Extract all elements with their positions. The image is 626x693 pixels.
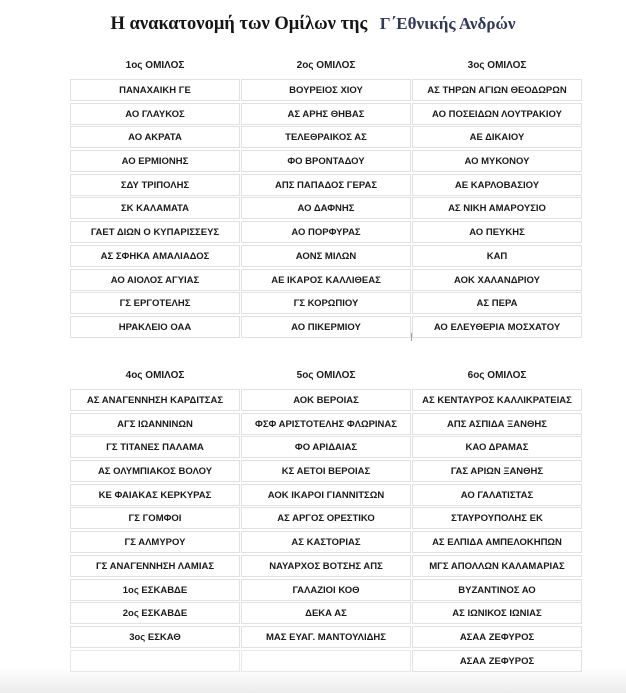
team-cell: ΚΑΟ ΔΡΑΜΑΣ: [412, 436, 582, 458]
group-5: [241, 365, 411, 673]
team-list: [241, 389, 411, 672]
team-cell: ΓΣ ΚΟΡΩΠΙΟΥ: [241, 292, 411, 314]
team-cell: ΑΠΣ ΠΑΠΑΔΟΣ ΓΕΡΑΣ: [241, 174, 411, 196]
team-cell: ΑΣ ΑΡΓΟΣ ΟΡΕΣΤΙΚΟ: [241, 507, 411, 529]
team-cell: ΣΚ ΚΑΛΑΜΑΤΑ: [70, 197, 240, 219]
team-cell: ΔΕΚΑ ΑΣ: [241, 602, 411, 624]
team-cell: ΓΑΣ ΑΡΙΩΝ ΞΑΝΘΗΣ: [412, 460, 582, 482]
team-cell: 1ος ΕΣΚΑΒΔΕ: [70, 579, 240, 601]
team-cell: ΑΕ ΔΙΚΑΙΟΥ: [412, 126, 582, 148]
team-list: [412, 389, 582, 672]
team-cell: ΦΣΦ ΑΡΙΣΤΟΤΕΛΗΣ ΦΛΩΡΙΝΑΣ: [241, 413, 411, 435]
team-cell: ΒΥΖΑΝΤΙΝΟΣ ΑΟ: [412, 579, 582, 601]
team-cell: ΒΟΥΡΕΙΟΣ ΧΙΟΥ: [241, 79, 411, 101]
title-accent: Γ΄Εθνικής Ανδρών: [379, 14, 516, 33]
team-cell: 2ος ΕΣΚΑΒΔΕ: [70, 602, 240, 624]
team-list: [70, 79, 240, 338]
team-cell: ΣΔΥ ΤΡΙΠΟΛΗΣ: [70, 174, 240, 196]
team-cell: ΦΟ ΒΡΟΝΤΑΔΟΥ: [241, 150, 411, 172]
empty-cell: [70, 650, 240, 672]
page-title: [0, 14, 626, 35]
team-cell: ΓΣ ΑΝΑΓΕΝΝΗΣΗ ΛΑΜΙΑΣ: [70, 555, 240, 577]
group-header: 6ος ΟΜΙΛΟΣ: [467, 370, 527, 381]
team-cell: ΑΟ ΜΥΚΟΝΟΥ: [412, 150, 582, 172]
team-cell: ΑΣ ΕΛΠΙΔΑ ΑΜΠΕΛΟΚΗΠΩΝ: [412, 531, 582, 553]
team-cell: ΑΣ ΚΕΝΤΑΥΡΟΣ ΚΑΛΛΙΚΡΑΤΕΙΑΣ: [412, 389, 582, 411]
team-cell: ΑΣ ΙΩΝΙΚΟΣ ΙΩΝΙΑΣ: [412, 602, 582, 624]
team-cell: ΑΠΣ ΑΣΠΙΔΑ ΞΑΝΘΗΣ: [412, 413, 582, 435]
team-cell: ΑΟ ΠΟΡΦΥΡΑΣ: [241, 221, 411, 243]
group-2: [241, 55, 411, 340]
team-cell: ΓΣ ΑΛΜΥΡΟΥ: [70, 531, 240, 553]
team-cell: ΑΣ ΑΝΑΓΕΝΝΗΣΗ ΚΑΡΔΙΤΣΑΣ: [70, 389, 240, 411]
team-cell: ΝΑΥΑΡΧΟΣ ΒΟΤΣΗΣ ΑΠΣ: [241, 555, 411, 577]
team-cell: ΓΣ ΤΙΤΑΝΕΣ ΠΑΛΑΜΑ: [70, 436, 240, 458]
empty-cell: [241, 650, 411, 672]
team-list: [241, 79, 411, 338]
team-cell: ΑΣ ΤΗΡΩΝ ΑΓΙΩΝ ΘΕΟΔΩΡΩΝ: [412, 79, 582, 101]
team-list: [412, 79, 582, 338]
team-cell: ΓΣ ΓΟΜΦΟΙ: [70, 507, 240, 529]
team-cell: ΑΓΣ ΙΩΑΝΝΙΝΩΝ: [70, 413, 240, 435]
team-cell: ΑΟ ΑΚΡΑΤΑ: [70, 126, 240, 148]
team-cell: ΑΟ ΕΡΜΙΟΝΗΣ: [70, 150, 240, 172]
group-header: 2ος ΟΜΙΛΟΣ: [296, 60, 356, 71]
team-cell: ΑΟΝΣ ΜΙΛΩΝ: [241, 245, 411, 267]
team-cell: ΑΣ ΝΙΚΗ ΑΜΑΡΟΥΣΙΟ: [412, 197, 582, 219]
team-cell: ΑΟ ΕΛΕΥΘΕΡΙΑ ΜΟΣΧΑΤΟΥ: [412, 316, 582, 338]
team-cell: ΑΟ ΔΑΦΝΗΣ: [241, 197, 411, 219]
team-cell: ΜΑΣ ΕΥΑΓ. ΜΑΝΤΟΥΛΙΔΗΣ: [241, 626, 411, 648]
team-cell: ΤΕΛΕΘΡΑΙΚΟΣ ΑΣ: [241, 126, 411, 148]
team-cell: ΑΣ ΠΕΡΑ: [412, 292, 582, 314]
team-cell: ΑΟ ΓΛΑΥΚΟΣ: [70, 103, 240, 125]
team-cell: ΑΟΚ ΧΑΛΑΝΔΡΙΟΥ: [412, 269, 582, 291]
team-cell: ΑΣ ΚΑΣΤΟΡΙΑΣ: [241, 531, 411, 553]
team-cell: ΑΕ ΚΑΡΛΟΒΑΣΙΟΥ: [412, 174, 582, 196]
team-cell: ΓΣ ΕΡΓΟΤΕΛΗΣ: [70, 292, 240, 314]
team-cell: ΑΣ ΟΛΥΜΠΙΑΚΟΣ ΒΟΛΟΥ: [70, 460, 240, 482]
team-list: [70, 389, 240, 672]
team-cell: ΜΓΣ ΑΠΟΛΛΩΝ ΚΑΛΑΜΑΡΙΑΣ: [412, 555, 582, 577]
team-cell: ΑΟ ΠΟΣΕΙΔΩΝ ΛΟΥΤΡΑΚΙΟΥ: [412, 103, 582, 125]
team-cell: ΑΣ ΣΦΗΚΑ ΑΜΑΛΙΑΔΟΣ: [70, 245, 240, 267]
group-header: 3ος ΟΜΙΛΟΣ: [467, 60, 527, 71]
group-header: 5ος ΟΜΙΛΟΣ: [296, 370, 356, 381]
team-cell: ΣΤΑΥΡΟΥΠΟΛΗΣ ΕΚ: [412, 507, 582, 529]
team-cell: ΓΑΛΑΖΙΟΙ ΚΟΘ: [241, 579, 411, 601]
group-header: 1ος ΟΜΙΛΟΣ: [125, 60, 185, 71]
group-6: [412, 365, 582, 673]
team-cell: ΑΟ ΑΙΟΛΟΣ ΑΓΥΙΑΣ: [70, 269, 240, 291]
title-main: Η ανακατονομή των Ομίλων της: [110, 14, 368, 34]
team-cell: ΦΟ ΑΡΙΔΑΙΑΣ: [241, 436, 411, 458]
team-cell: ΑΟ ΠΙΚΕΡΜΙΟΥ: [241, 316, 411, 338]
team-cell: ΗΡΑΚΛΕΙΟ ΟΑΑ: [70, 316, 240, 338]
group-1: [70, 55, 240, 340]
team-cell: ΑΟ ΓΑΛΑΤΙΣΤΑΣ: [412, 484, 582, 506]
team-cell: ΚΕ ΦΑΙΑΚΑΣ ΚΕΡΚΥΡΑΣ: [70, 484, 240, 506]
team-cell: ΚΑΠ: [412, 245, 582, 267]
group-header: 4ος ΟΜΙΛΟΣ: [125, 370, 185, 381]
team-cell: ΑΣ ΑΡΗΣ ΘΗΒΑΣ: [241, 103, 411, 125]
team-cell: ΑΣΑΑ ΖΕΦΥΡΟΣ: [412, 650, 582, 672]
group-4: [70, 365, 240, 673]
team-cell: ΠΑΝΑΧΑΙΚΗ ΓΕ: [70, 79, 240, 101]
team-cell: ΓΑΕΤ ΔΙΩΝ Ο ΚΥΠΑΡΙΣΣΕΥΣ: [70, 221, 240, 243]
team-cell: ΑΣΑΑ ΖΕΦΥΡΟΣ: [412, 626, 582, 648]
team-cell: ΑΟΚ ΙΚΑΡΟΙ ΓΙΑΝΝΙΤΣΩΝ: [241, 484, 411, 506]
team-cell: ΑΟ ΠΕΥΚΗΣ: [412, 221, 582, 243]
team-cell: ΚΣ ΑΕΤΟΙ ΒΕΡΟΙΑΣ: [241, 460, 411, 482]
team-cell: 3ος ΕΣΚΑΘ: [70, 626, 240, 648]
team-cell: ΑΕ ΙΚΑΡΟΣ ΚΑΛΛΙΘΕΑΣ: [241, 269, 411, 291]
group-3: [412, 55, 582, 340]
team-cell: ΑΟΚ ΒΕΡΟΙΑΣ: [241, 389, 411, 411]
